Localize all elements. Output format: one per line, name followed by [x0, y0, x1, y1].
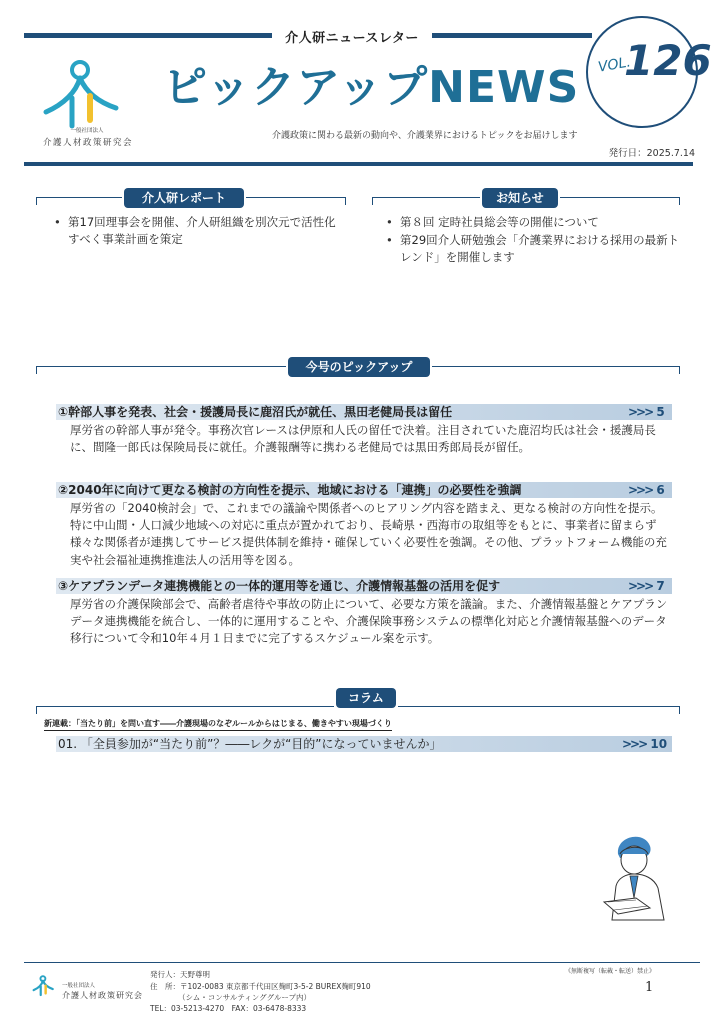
pickup-item-3-page-ref — [628, 578, 665, 594]
arrow-right-icon: >>> — [628, 483, 653, 497]
footer-address: 住 所：〒102-0083 東京都千代田区麹町3-5-2 BUREX麹町910 — [150, 982, 371, 991]
column-bracket-left — [36, 706, 334, 707]
notice-item: • 第８回 定時社員総会等の開催について — [386, 214, 682, 231]
column-bracket-tick-left — [36, 706, 37, 714]
pickup-item-1-page: 5 — [656, 405, 665, 419]
footer-contact: TEL：03-5213-4270 FAX：03-6478-8333 — [150, 1004, 307, 1013]
pickup-item-2-page: 6 — [656, 483, 665, 497]
page-number: 1 — [645, 980, 654, 995]
volume-label: VOL. — [596, 54, 632, 76]
footer-org-name: 介護人材政策研究会 — [62, 991, 143, 1000]
report-bracket-tick-left — [36, 197, 37, 205]
header-rule-left — [24, 33, 272, 38]
footer-org-type: 一般社団法人 — [62, 983, 96, 989]
pickup-item-2-page-ref — [628, 482, 665, 498]
notice-section-label: お知らせ — [482, 188, 558, 208]
notice-bracket-tick-left — [372, 197, 373, 205]
notice-bracket-tick-right — [679, 197, 680, 205]
arrow-right-icon: >>> — [628, 405, 653, 419]
pickup-item-1-desc: 厚労省の幹部人事が発令。事務次官レースは伊原和人氏の留任で決着。注目されていた鹿沼均氏は社会・援護局長に、間隆一郎氏は保険局長に就任。介護報酬等に携わる老健局では黒田秀郎局長が留任。 — [70, 423, 656, 455]
copyright-notice: 《無断複写（転載・転送）禁止》 — [565, 968, 656, 975]
pickup-bracket-right — [432, 366, 680, 367]
report-section-label: 介人研レポート — [124, 188, 244, 208]
pickup-bracket-tick-left — [36, 366, 37, 374]
issue-date: 発行日：2025.7.14 — [608, 148, 695, 159]
footer-publisher: 発行人：天野尊明 — [150, 970, 210, 979]
column-entry-bar[interactable] — [56, 736, 672, 752]
pickup-item-3-page: 7 — [656, 579, 665, 593]
header-divider — [24, 162, 693, 166]
tagline: 介護政策に関わる最新の動向や、介護業界におけるトピックをお届けします — [272, 131, 578, 141]
header-rule-right — [432, 33, 592, 38]
pickup-item-3-title: ③ケアプランデータ連携機能との一体的運用等を通じ、介護情報基盤の活用を促す — [58, 579, 501, 593]
logo-org-type: 一般社団法人 — [70, 128, 104, 134]
notice-list — [386, 214, 682, 267]
arrow-right-icon: >>> — [622, 737, 647, 751]
report-list — [54, 214, 344, 249]
pickup-item-3-bar[interactable] — [56, 578, 672, 594]
pickup-bracket-left — [36, 366, 286, 367]
pickup-section-label: 今号のピックアップ — [288, 357, 430, 377]
footer-logo-icon — [32, 972, 62, 1002]
report-bracket-left — [36, 197, 122, 198]
pickup-item-2-bar[interactable] — [56, 482, 672, 498]
volume-number: 126 — [624, 36, 712, 85]
reading-man-illustration — [600, 828, 680, 924]
column-bracket-tick-right — [679, 706, 680, 714]
pickup-item-1-bar[interactable] — [56, 404, 672, 420]
pickup-item-2-title: ②2040年に向けて更なる検討の方向性を提示、地域における「連携」の必要性を強調 — [58, 483, 522, 497]
notice-bracket-right — [560, 197, 680, 198]
pickup-item-1-page-ref — [628, 404, 665, 420]
pickup-bracket-tick-right — [679, 366, 680, 374]
column-entry-page-ref — [622, 736, 667, 752]
column-entry-title: 01. 「全員参加が“当たり前”？――レクが“目的”になっていませんか」 — [58, 737, 442, 751]
column-serial-title: 新連載：「当たり前」を問い直す――介護現場のなぞルールからはじまる、働きやすい現場づくり — [44, 718, 392, 731]
report-bracket-tick-right — [345, 197, 346, 205]
arrow-right-icon: >>> — [628, 579, 653, 593]
report-bracket-right — [246, 197, 346, 198]
footer-address-note: （シム・コンサルティンググループ内） — [178, 993, 311, 1002]
report-item: • 第17回理事会を開催、介人研組織を別次元で活性化すべく事業計画を策定 — [54, 214, 344, 248]
column-section-label: コラム — [336, 688, 396, 708]
column-bracket-right — [398, 706, 680, 707]
pickup-item-1-title: ①幹部人事を発表、社会・援護局長に鹿沼氏が就任、黒田老健局長は留任 — [58, 405, 453, 419]
notice-bracket-left — [372, 197, 480, 198]
notice-item: • 第29回介人研勉強会「介護業界における採用の最新トレンド」を開催します — [386, 232, 682, 266]
footer-divider — [24, 962, 700, 963]
logo-org-name: 介護人材政策研究会 — [42, 138, 133, 148]
pickup-item-2-desc: 厚労省の「2040検討会」で、これまでの議論や関係者へのヒアリング内容を踏まえ、更なる検討の方向性を提示。特に中山間・人口減少地域への対応に重点が置かれており、長崎県・西海市の取組等をもとに、事業者に留まらず様々な関係者が連携してサービス提供体制を維持・確保していく必要性を強調。その他、プラットフォーム機能の充実や社会福祉連携推進法人の活用等を図る。 — [70, 501, 667, 567]
pickup-item-3-desc: 厚労省の介護保険部会で、高齢者虐待や事故の防止について、必要な方策を議論。また、介護情報基盤とケアプランデータ連携機能を統合し、一体的に運用することや、介護保険事務システムの標準化対応と介護情報基盤へのデータ移行について令和10年４月１日までに完了するスケジュール案を示す。 — [70, 597, 668, 646]
page-title: ピックアップNEWS — [163, 62, 580, 113]
newsletter-name: 介人研ニュースレター — [285, 31, 419, 46]
column-entry-page: 10 — [650, 737, 668, 751]
